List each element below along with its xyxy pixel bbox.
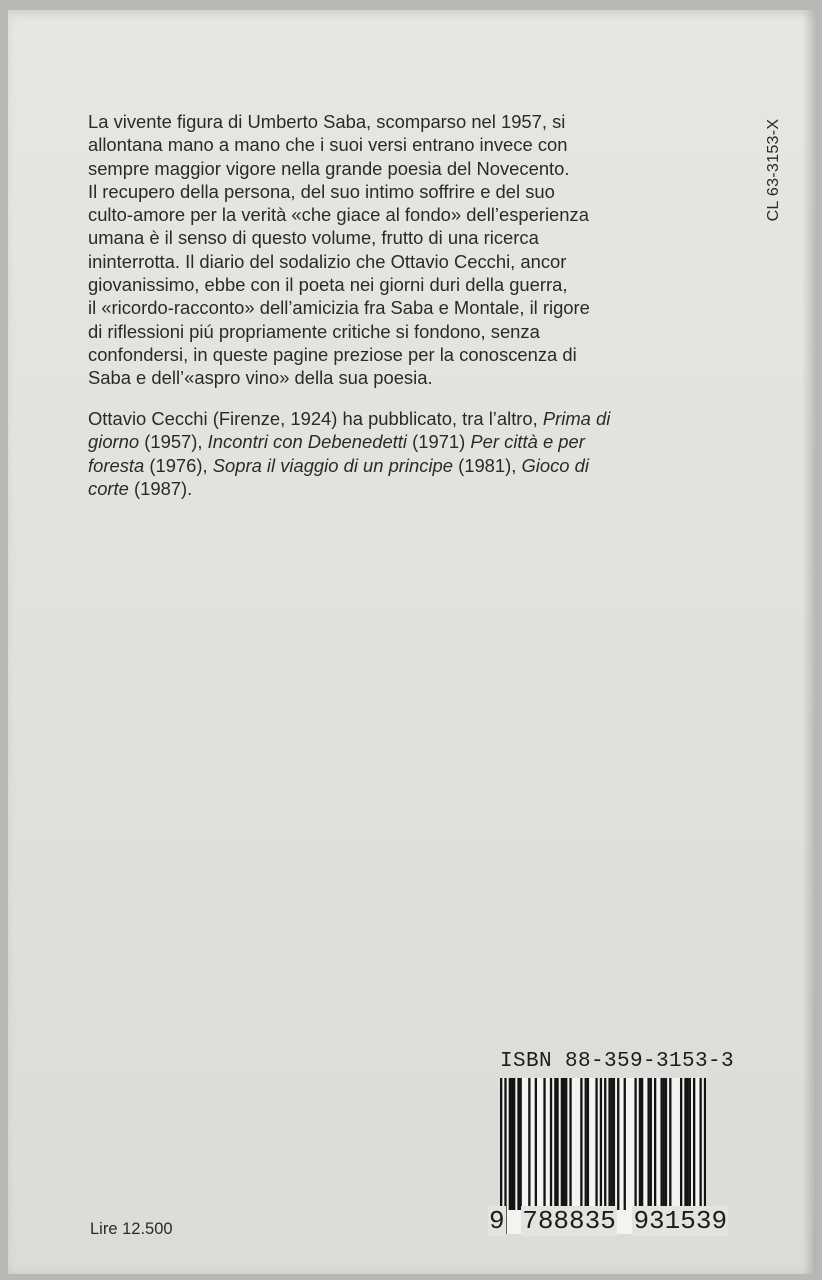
barcode-bar bbox=[585, 1078, 587, 1210]
catalog-code: CL 63-3153-X bbox=[765, 118, 782, 222]
ean-first-digit: 9 bbox=[489, 1206, 505, 1236]
barcode-bar bbox=[520, 1078, 522, 1210]
book-title: Per città e per bbox=[470, 431, 585, 453]
barcode-bar bbox=[595, 1078, 597, 1210]
bio-text: (1976), bbox=[144, 454, 213, 476]
barcode-bar bbox=[556, 1078, 558, 1210]
bio-line bbox=[88, 454, 728, 477]
barcode-bar bbox=[639, 1078, 641, 1210]
barcode-bar bbox=[528, 1078, 530, 1210]
barcode-bar bbox=[580, 1078, 582, 1210]
blurb-line: allontana mano a mano che i suoi versi entrano invece con bbox=[88, 134, 568, 156]
barcode-bar bbox=[641, 1078, 643, 1210]
barcode-bar bbox=[509, 1078, 511, 1210]
bio-text: (1981), bbox=[452, 454, 522, 476]
blurb-line: il «ricordo-racconto» dell’amicizia fra Saba e Montale, il rigore bbox=[88, 297, 590, 319]
barcode-bar bbox=[569, 1078, 571, 1210]
barcode-bar bbox=[617, 1078, 619, 1210]
blurb-line: culto-amore per la verità «che giace al fondo» dell’esperienza bbox=[88, 204, 589, 226]
barcode-bar bbox=[613, 1078, 615, 1210]
bio-text: (1971) bbox=[407, 431, 471, 453]
bio-line bbox=[88, 477, 728, 500]
barcode-bar bbox=[665, 1078, 667, 1210]
barcode-bar bbox=[511, 1078, 513, 1210]
barcode-bar bbox=[535, 1078, 537, 1210]
bio-line bbox=[88, 430, 728, 453]
barcode-bar bbox=[624, 1078, 626, 1210]
blurb-line: La vivente figura di Umberto Saba, scomparso nel 1957, si bbox=[88, 111, 566, 132]
barcode-bar bbox=[587, 1078, 589, 1210]
book-title: foresta bbox=[88, 454, 145, 476]
barcode-bar bbox=[680, 1078, 682, 1210]
barcode-bar bbox=[663, 1078, 665, 1210]
barcode-bar bbox=[513, 1078, 515, 1210]
barcode-bar bbox=[608, 1078, 610, 1210]
barcode-bar bbox=[554, 1078, 556, 1210]
barcode-bar bbox=[689, 1078, 691, 1210]
book-title: Incontri con Debenedetti bbox=[207, 431, 407, 453]
barcode-bar bbox=[611, 1078, 613, 1210]
blurb-line: sempre maggior vigore nella grande poesia del Novecento. bbox=[88, 157, 570, 179]
book-title: Sopra il viaggio di un principe bbox=[212, 454, 453, 476]
barcode-bar bbox=[543, 1078, 545, 1210]
blurb-line: umana è il senso di questo volume, frutto di una ricerca bbox=[88, 227, 539, 249]
barcode-bar bbox=[654, 1078, 656, 1210]
book-title: Gioco di bbox=[521, 454, 589, 476]
barcode-bar bbox=[684, 1078, 686, 1210]
bio-text: (1987). bbox=[128, 477, 193, 499]
book-title: giorno bbox=[88, 431, 140, 453]
price-label: Lire 12.500 bbox=[90, 1220, 173, 1238]
barcode-bar bbox=[565, 1078, 567, 1210]
barcode-bar bbox=[561, 1078, 563, 1210]
barcode-bar bbox=[517, 1078, 519, 1210]
ean-left-group: 788835 bbox=[522, 1206, 616, 1236]
author-bio bbox=[88, 407, 728, 500]
book-back-cover bbox=[8, 10, 816, 1274]
ean-number bbox=[488, 1206, 728, 1236]
barcode-bar bbox=[693, 1078, 695, 1210]
bio-text: Ottavio Cecchi (Firenze, 1924) ha pubblicato, tra l’altro, bbox=[88, 408, 543, 429]
blurb-line: Saba e dell’«aspro vino» della sua poesia. bbox=[88, 367, 433, 389]
bio-line bbox=[88, 407, 728, 430]
blurb-line: confondersi, in queste pagine preziose per la conoscenza di bbox=[88, 343, 577, 365]
barcode-bar bbox=[647, 1078, 649, 1210]
barcode-bar bbox=[550, 1078, 552, 1210]
bio-text: (1957), bbox=[139, 431, 208, 453]
barcode-bar bbox=[634, 1078, 636, 1210]
isbn-label: ISBN 88-359-3153-3 bbox=[500, 1050, 735, 1073]
barcode-bar bbox=[660, 1078, 662, 1210]
blurb-line: giovanissimo, ebbe con il poeta nei giorni duri della guerra, bbox=[88, 274, 568, 296]
barcode-bar bbox=[650, 1078, 652, 1210]
blurb-paragraph bbox=[88, 110, 728, 390]
barcode-bar bbox=[686, 1078, 688, 1210]
book-title: corte bbox=[88, 477, 129, 499]
ean-right-group: 931539 bbox=[633, 1206, 728, 1236]
book-title: Prima di bbox=[542, 408, 611, 429]
barcode-bar bbox=[669, 1078, 671, 1210]
blurb-line: di riflessioni piú propriamente critiche si fondono, senza bbox=[88, 320, 540, 342]
barcode-bar bbox=[563, 1078, 565, 1210]
blurb-line: ininterrotta. Il diario del sodalizio che Ottavio Cecchi, ancor bbox=[88, 250, 567, 272]
blurb-line: Il recupero della persona, del suo intimo soffrire e del suo bbox=[88, 180, 555, 202]
